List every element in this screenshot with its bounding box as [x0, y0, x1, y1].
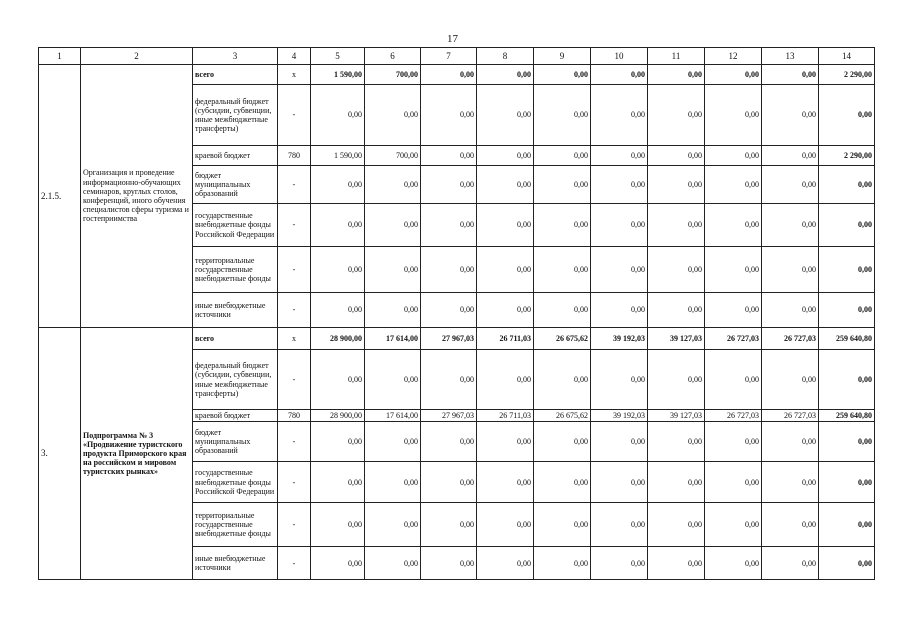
year-value: 700,00	[365, 65, 421, 85]
year-value: 0,00	[311, 293, 365, 328]
funding-source: краевой бюджет	[193, 410, 278, 422]
total-value: 0,00	[819, 422, 875, 462]
year-value: 0,00	[365, 247, 421, 293]
year-value: 0,00	[705, 462, 762, 503]
year-value: 39 127,03	[648, 410, 705, 422]
total-value: 0,00	[819, 166, 875, 204]
year-value: 0,00	[705, 293, 762, 328]
year-value: 0,00	[705, 547, 762, 580]
total-value: 0,00	[819, 547, 875, 580]
total-value: 0,00	[819, 204, 875, 247]
year-value: 0,00	[591, 166, 648, 204]
year-value: 0,00	[648, 547, 705, 580]
total-value: 259 640,80	[819, 328, 875, 350]
year-value: 0,00	[421, 503, 477, 547]
year-value: 0,00	[705, 422, 762, 462]
year-value: 0,00	[365, 350, 421, 410]
header-cell: 7	[421, 48, 477, 65]
year-value: 0,00	[421, 146, 477, 166]
year-value: 0,00	[762, 547, 819, 580]
year-value: 0,00	[421, 547, 477, 580]
year-value: 0,00	[365, 293, 421, 328]
year-value: 0,00	[591, 503, 648, 547]
budget-code: 780	[278, 410, 311, 422]
budget-code: -	[278, 547, 311, 580]
header-cell: 5	[311, 48, 365, 65]
year-value: 0,00	[762, 85, 819, 146]
year-value: 0,00	[477, 293, 534, 328]
year-value: 0,00	[421, 166, 477, 204]
year-value: 26 711,03	[477, 410, 534, 422]
header-cell: 10	[591, 48, 648, 65]
year-value: 0,00	[365, 462, 421, 503]
year-value: 0,00	[648, 146, 705, 166]
year-value: 0,00	[762, 293, 819, 328]
funding-source: всего	[193, 65, 278, 85]
year-value: 0,00	[421, 247, 477, 293]
funding-source: территориальные государственные внебюджетные фонды	[193, 503, 278, 547]
header-cell: 1	[39, 48, 81, 65]
year-value: 0,00	[705, 247, 762, 293]
year-value: 0,00	[534, 146, 591, 166]
budget-code: -	[278, 247, 311, 293]
funding-source: территориальные государственные внебюджетные фонды	[193, 247, 278, 293]
budget-code: -	[278, 166, 311, 204]
year-value: 0,00	[365, 204, 421, 247]
budget-code: -	[278, 204, 311, 247]
year-value: 0,00	[762, 503, 819, 547]
header-cell: 6	[365, 48, 421, 65]
year-value: 0,00	[477, 204, 534, 247]
year-value: 17 614,00	[365, 328, 421, 350]
budget-code: х	[278, 65, 311, 85]
year-value: 0,00	[534, 422, 591, 462]
year-value: 0,00	[762, 422, 819, 462]
year-value: 700,00	[365, 146, 421, 166]
year-value: 0,00	[534, 547, 591, 580]
year-value: 0,00	[591, 350, 648, 410]
header-cell: 9	[534, 48, 591, 65]
year-value: 26 675,62	[534, 328, 591, 350]
year-value: 0,00	[762, 65, 819, 85]
year-value: 1 590,00	[311, 146, 365, 166]
year-value: 28 900,00	[311, 328, 365, 350]
year-value: 0,00	[421, 204, 477, 247]
budget-code: х	[278, 328, 311, 350]
year-value: 0,00	[534, 350, 591, 410]
year-value: 0,00	[648, 85, 705, 146]
funding-source: иные внебюджетные источники	[193, 547, 278, 580]
header-cell: 13	[762, 48, 819, 65]
year-value: 0,00	[477, 503, 534, 547]
year-value: 0,00	[705, 146, 762, 166]
year-value: 0,00	[534, 85, 591, 146]
year-value: 0,00	[534, 462, 591, 503]
year-value: 0,00	[762, 247, 819, 293]
year-value: 28 900,00	[311, 410, 365, 422]
year-value: 0,00	[534, 293, 591, 328]
year-value: 0,00	[365, 547, 421, 580]
year-value: 0,00	[477, 462, 534, 503]
year-value: 0,00	[648, 422, 705, 462]
header-cell: 14	[819, 48, 875, 65]
year-value: 0,00	[534, 247, 591, 293]
year-value: 26 727,03	[705, 328, 762, 350]
year-value: 0,00	[311, 547, 365, 580]
year-value: 0,00	[591, 146, 648, 166]
year-value: 0,00	[477, 166, 534, 204]
year-value: 0,00	[311, 503, 365, 547]
year-value: 0,00	[311, 422, 365, 462]
year-value: 0,00	[705, 65, 762, 85]
year-value: 0,00	[477, 350, 534, 410]
year-value: 0,00	[421, 293, 477, 328]
year-value: 0,00	[477, 65, 534, 85]
year-value: 39 192,03	[591, 410, 648, 422]
header-cell: 8	[477, 48, 534, 65]
year-value: 0,00	[421, 422, 477, 462]
year-value: 26 711,03	[477, 328, 534, 350]
year-value: 0,00	[591, 247, 648, 293]
total-value: 0,00	[819, 350, 875, 410]
year-value: 0,00	[591, 204, 648, 247]
year-value: 1 590,00	[311, 65, 365, 85]
year-value: 0,00	[591, 462, 648, 503]
year-value: 0,00	[762, 166, 819, 204]
budget-code: -	[278, 85, 311, 146]
total-value: 0,00	[819, 293, 875, 328]
page-number: 17	[447, 33, 458, 45]
year-value: 26 727,03	[705, 410, 762, 422]
year-value: 17 614,00	[365, 410, 421, 422]
total-value: 2 290,00	[819, 146, 875, 166]
year-value: 0,00	[421, 462, 477, 503]
year-value: 0,00	[648, 65, 705, 85]
year-value: 0,00	[705, 503, 762, 547]
year-value: 0,00	[762, 146, 819, 166]
year-value: 0,00	[591, 65, 648, 85]
year-value: 0,00	[365, 85, 421, 146]
year-value: 0,00	[648, 166, 705, 204]
year-value: 0,00	[648, 247, 705, 293]
header-cell: 11	[648, 48, 705, 65]
year-value: 0,00	[591, 293, 648, 328]
year-value: 26 727,03	[762, 328, 819, 350]
year-value: 0,00	[534, 503, 591, 547]
funding-source: бюджет муниципальных образований	[193, 166, 278, 204]
budget-code: -	[278, 422, 311, 462]
year-value: 0,00	[311, 462, 365, 503]
funding-source: федеральный бюджет (субсидии, субвенции, иные межбюджетные трансферты)	[193, 350, 278, 410]
year-value: 0,00	[591, 422, 648, 462]
year-value: 0,00	[591, 547, 648, 580]
header-cell: 2	[81, 48, 193, 65]
year-value: 0,00	[311, 247, 365, 293]
header-row	[39, 48, 875, 65]
year-value: 0,00	[705, 166, 762, 204]
year-value: 0,00	[705, 204, 762, 247]
budget-code: -	[278, 350, 311, 410]
funding-source: иные внебюджетные источники	[193, 293, 278, 328]
year-value: 0,00	[762, 204, 819, 247]
year-value: 0,00	[311, 350, 365, 410]
header-cell: 4	[278, 48, 311, 65]
table-row	[39, 328, 875, 350]
year-value: 0,00	[648, 293, 705, 328]
item-name: Подпрограмма № 3 «Продвижение туристского продукта Приморского края на российском и мировом туристских рынках»	[81, 328, 193, 580]
total-value: 0,00	[819, 247, 875, 293]
total-value: 0,00	[819, 503, 875, 547]
year-value: 0,00	[648, 503, 705, 547]
funding-source: федеральный бюджет (субсидии, субвенции, иные межбюджетные трансферты)	[193, 85, 278, 146]
budget-code: 780	[278, 146, 311, 166]
year-value: 0,00	[311, 204, 365, 247]
year-value: 0,00	[311, 85, 365, 146]
table-row	[39, 65, 875, 85]
year-value: 0,00	[591, 85, 648, 146]
funding-source: бюджет муниципальных образований	[193, 422, 278, 462]
budget-table	[38, 47, 875, 580]
header-cell: 3	[193, 48, 278, 65]
year-value: 0,00	[421, 350, 477, 410]
year-value: 27 967,03	[421, 328, 477, 350]
year-value: 0,00	[421, 65, 477, 85]
year-value: 0,00	[705, 350, 762, 410]
budget-code: -	[278, 293, 311, 328]
year-value: 0,00	[705, 85, 762, 146]
year-value: 39 192,03	[591, 328, 648, 350]
funding-source: государственные внебюджетные фонды Российской Федерации	[193, 462, 278, 503]
year-value: 0,00	[477, 247, 534, 293]
funding-source: краевой бюджет	[193, 146, 278, 166]
year-value: 0,00	[534, 204, 591, 247]
year-value: 0,00	[762, 462, 819, 503]
item-code: 3.	[39, 328, 81, 580]
year-value: 27 967,03	[421, 410, 477, 422]
year-value: 0,00	[477, 85, 534, 146]
year-value: 0,00	[477, 146, 534, 166]
year-value: 0,00	[421, 85, 477, 146]
year-value: 0,00	[365, 422, 421, 462]
year-value: 0,00	[365, 503, 421, 547]
year-value: 0,00	[648, 204, 705, 247]
year-value: 0,00	[477, 422, 534, 462]
year-value: 0,00	[311, 166, 365, 204]
year-value: 0,00	[534, 65, 591, 85]
item-code: 2.1.5.	[39, 65, 81, 328]
total-value: 2 290,00	[819, 65, 875, 85]
budget-code: -	[278, 462, 311, 503]
year-value: 39 127,03	[648, 328, 705, 350]
year-value: 26 727,03	[762, 410, 819, 422]
item-name: Организация и проведение информационно-обучающих семинаров, круглых столов, конференций, иного обучения специалистов сферы туризма и гостеприимства	[81, 65, 193, 328]
year-value: 0,00	[762, 350, 819, 410]
funding-source: всего	[193, 328, 278, 350]
year-value: 0,00	[365, 166, 421, 204]
year-value: 0,00	[534, 166, 591, 204]
year-value: 0,00	[648, 350, 705, 410]
header-cell: 12	[705, 48, 762, 65]
total-value: 0,00	[819, 85, 875, 146]
year-value: 0,00	[648, 462, 705, 503]
year-value: 0,00	[477, 547, 534, 580]
total-value: 0,00	[819, 462, 875, 503]
funding-source: государственные внебюджетные фонды Российской Федерации	[193, 204, 278, 247]
budget-code: -	[278, 503, 311, 547]
total-value: 259 640,80	[819, 410, 875, 422]
year-value: 26 675,62	[534, 410, 591, 422]
